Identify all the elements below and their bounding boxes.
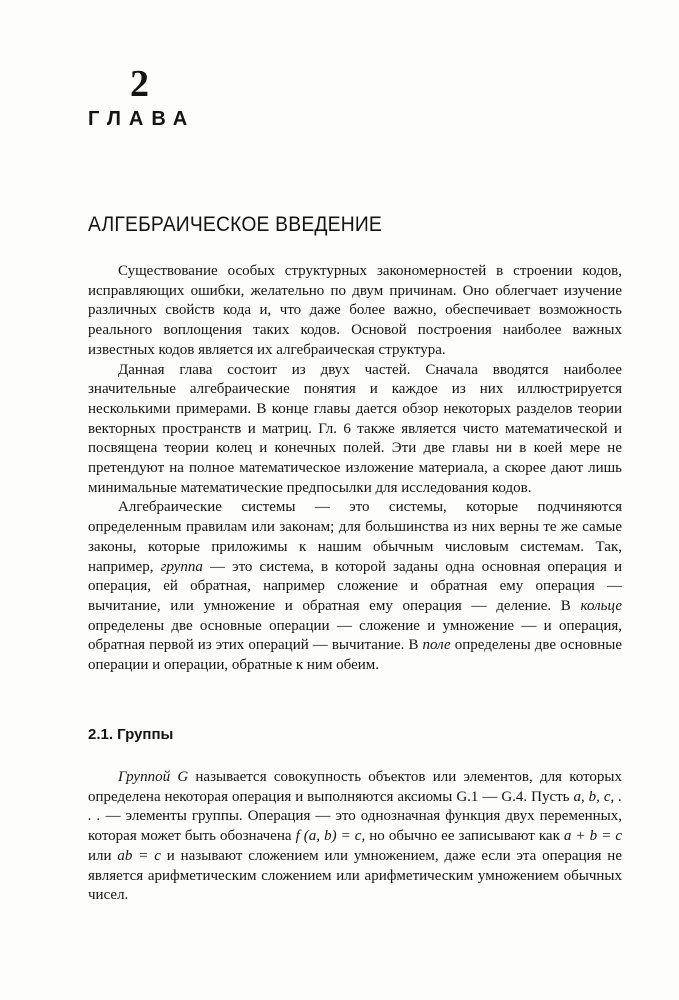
intro-text (88, 262, 622, 676)
paragraph-text: но обычно ее записывают как (365, 828, 564, 845)
paragraph-text: или (88, 847, 118, 864)
paragraph-text: называется совокупность объектов или элементов, для которых определена некоторая операция и выполняются аксиомы G.1 — G.4. Пусть (88, 769, 622, 805)
section-heading: 2.1. Группы (88, 726, 174, 743)
section-text (88, 768, 622, 906)
term-field: поле (422, 637, 451, 654)
paragraph-text: Алгебраические системы — это системы, которые подчиняются определенным правилам или законам; для большинства из них верны те же самые законы, которые приложимы к нашим обычным числовым системам. Так, например, (88, 499, 622, 575)
chapter-label: ГЛАВА (88, 108, 196, 130)
paragraph-text: и называют сложением или умножением, даже если эта операция не является арифметическим сложением или арифметическим умножением обычных чисел. (88, 847, 622, 904)
term-group: группа (160, 558, 203, 575)
math-elements: a, b, c, . . . (88, 788, 622, 825)
math-product: ab = c (117, 847, 161, 864)
paragraph-text: определены две основные операции — сложение и умножение — и операция, обратная первой из этих операций — вычитание. В (88, 617, 622, 654)
intro-paragraph-1: Существование особых структурных закономерностей в строении кодов, исправляющих ошибки, желательно по двум причинам. Оно облегчает изучение различных свойств кода и, что даже более важно, обеспечивает возможность реального воплощения таких кодов. Основой построения наиболее важных известных кодов является их алгебраическая структура. (88, 263, 622, 358)
term-ring: кольце (580, 597, 622, 614)
intro-paragraph-3 (88, 498, 622, 675)
chapter-title: АЛГЕБРАИЧЕСКОЕ ВВЕДЕНИЕ (88, 213, 383, 236)
math-sum: a + b = c (563, 828, 623, 845)
section-paragraph-1 (88, 768, 622, 906)
paragraph-text: — элементы группы. Операция — это однозначная функция двух переменных, которая может быть обозначена (88, 808, 622, 845)
term-group-definition: Группой G (118, 769, 189, 785)
chapter-number: 2 (130, 63, 149, 105)
intro-paragraph-2: Данная глава состоит из двух частей. Сначала вводятся наиболее значительные алгебраические понятия и каждое из них иллюстрируется несколькими примерами. В конце главы дается обзор некоторых разделов теории векторных пространств и матриц. Гл. 6 также является чисто математической и посвящена теории колец и конечных полей. Эти две главы ни в коей мере не претендуют на полное математическое изложение материала, а скорее дают лишь минимальные математические предпосылки для исследования кодов. (88, 361, 622, 496)
paragraph-text: — это система, в которой заданы одна основная операция и операция, ей обратная, например сложение и обратная ему операция — вычитание, или умножение и обратная ему операция — деление. В (88, 558, 622, 614)
math-function: f (a, b) = c, (295, 828, 366, 845)
paragraph-text: определены две основные операции и операции, обратные к ним обеим. (88, 637, 622, 674)
